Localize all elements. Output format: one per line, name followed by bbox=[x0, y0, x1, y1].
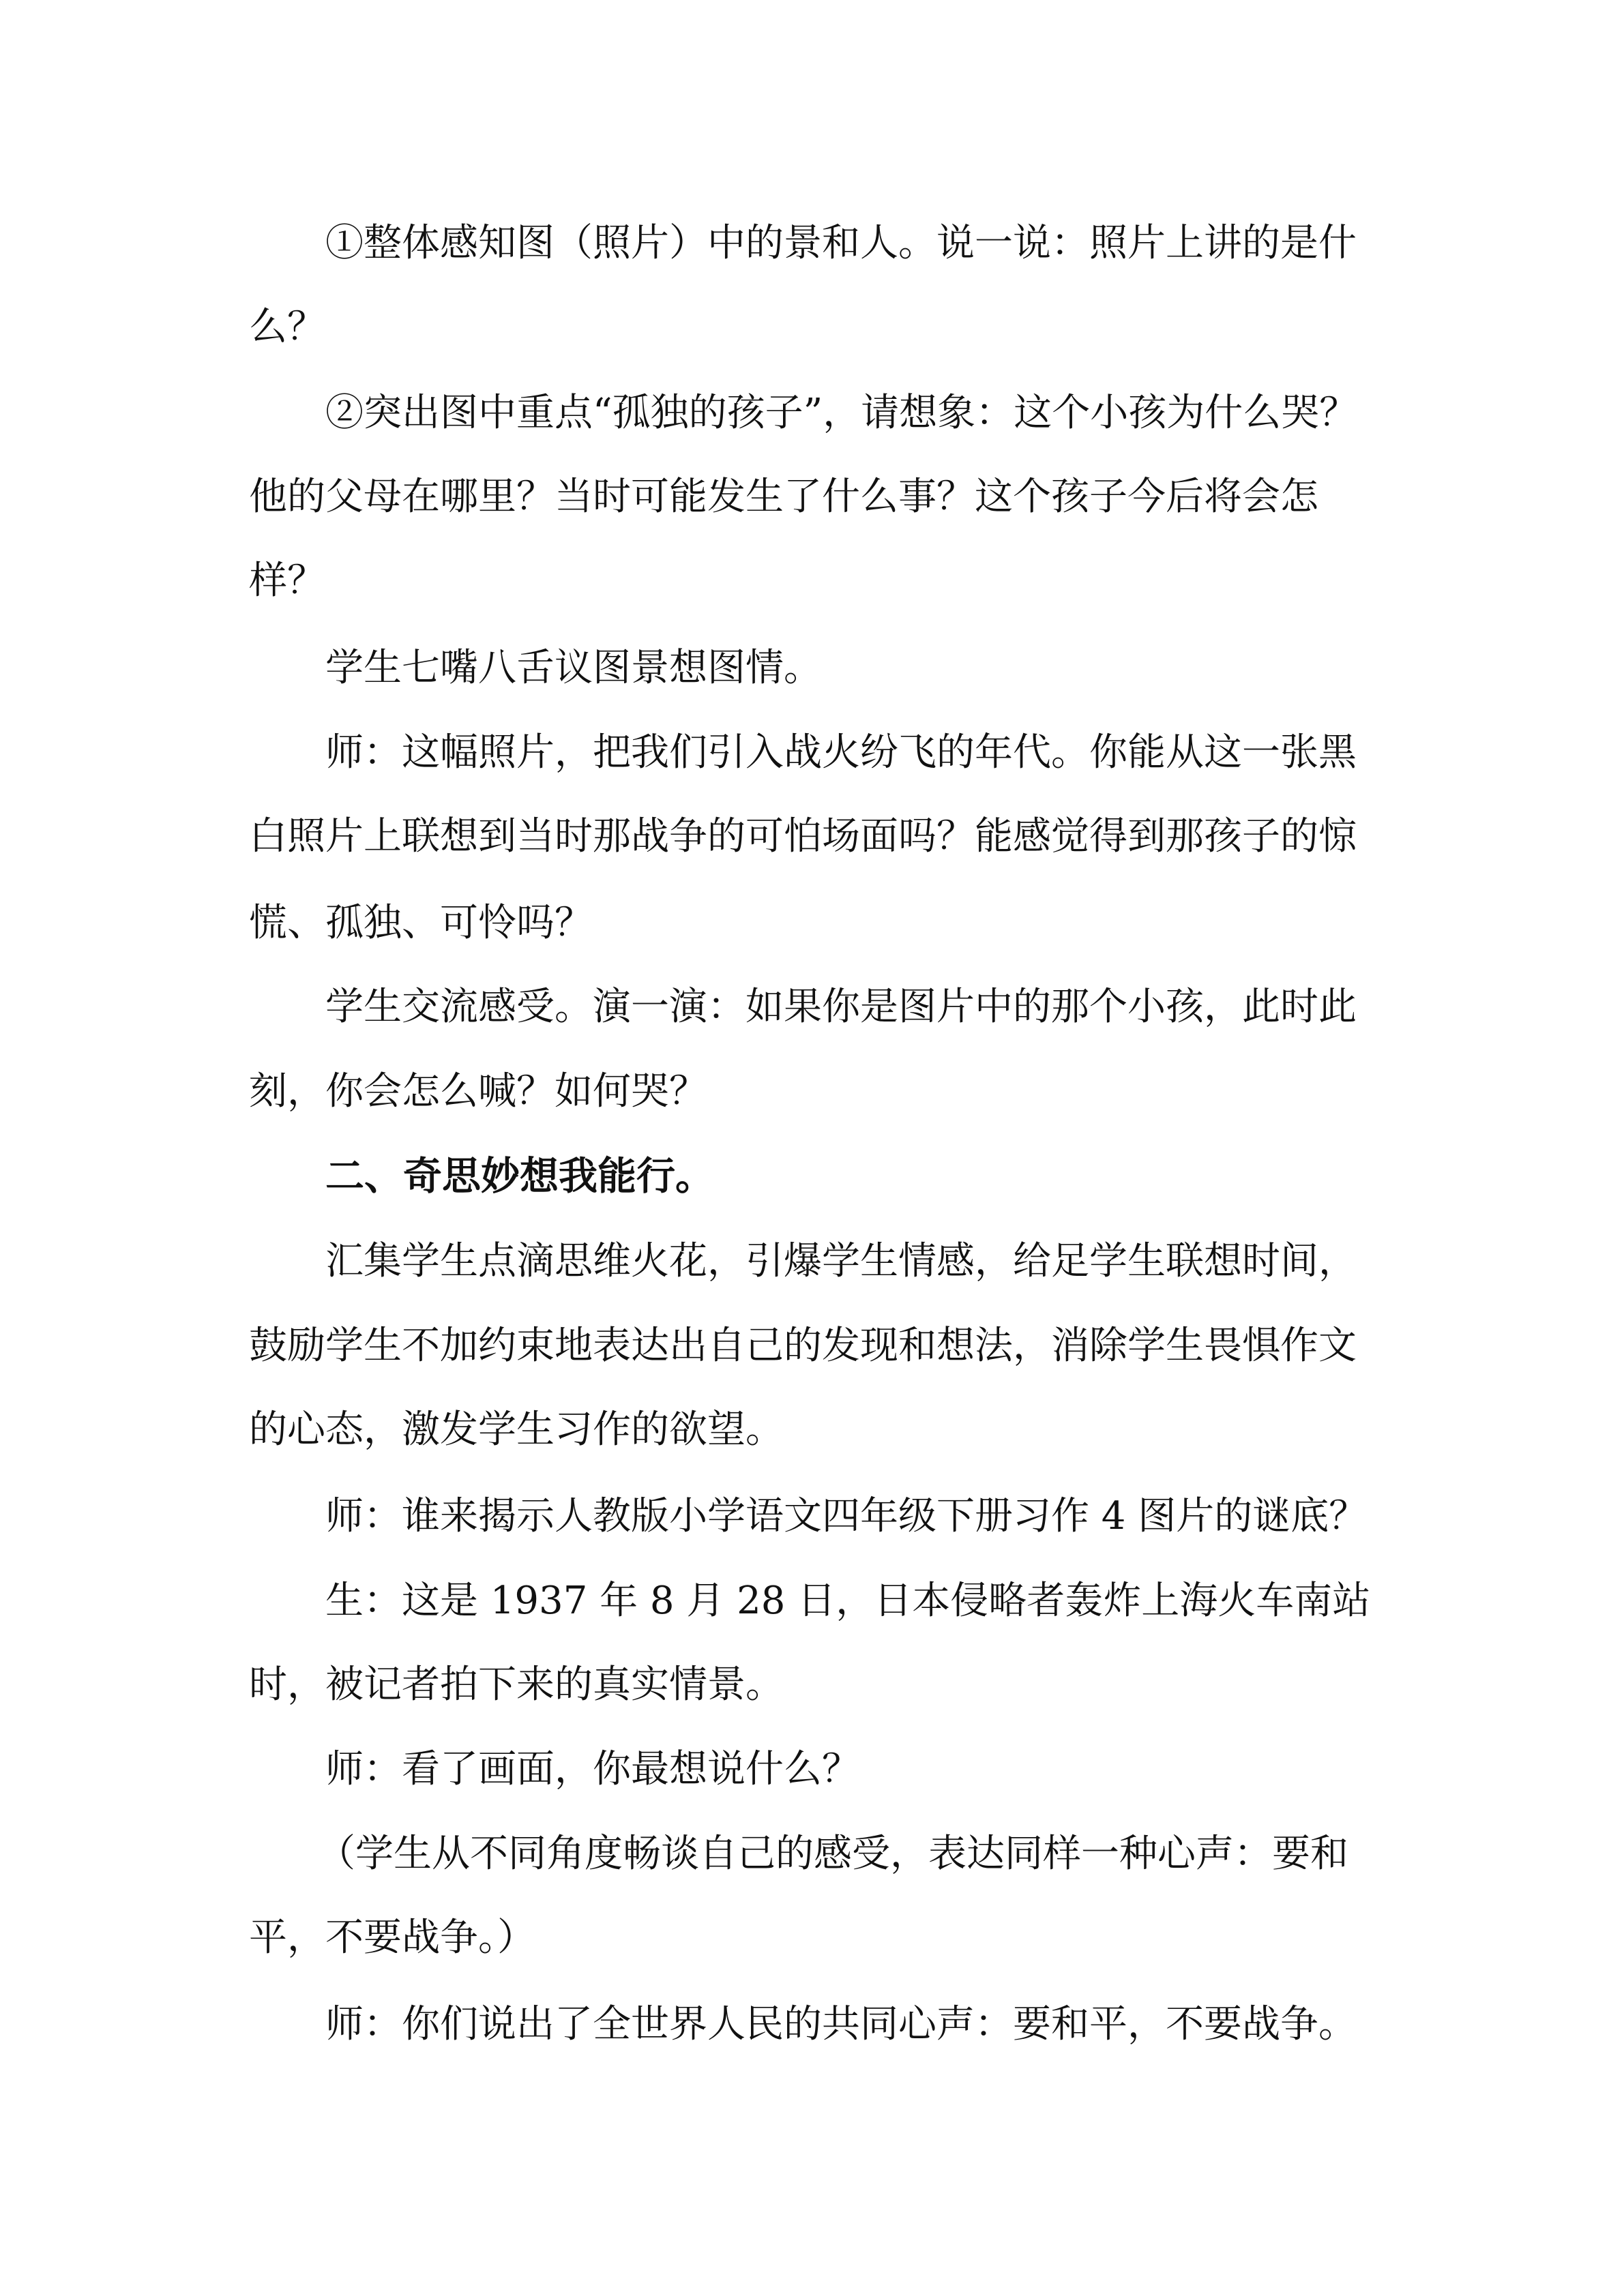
text-line: 学生七嘴八舌议图景想图情。 bbox=[325, 646, 822, 690]
text-line: 他的父母在哪里？当时可能发生了什么事？这个孩子今后将会怎 bbox=[249, 475, 1318, 519]
text-line: 师：这幅照片，把我们引入战火纷飞的年代。你能从这一张黑 bbox=[325, 730, 1357, 775]
text-line: ①整体感知图（照片）中的景和人。说一说：照片上讲的是什 bbox=[325, 221, 1357, 265]
text-line: 汇集学生点滴思维火花，引爆学生情感，给足学生联想时间， bbox=[325, 1239, 1357, 1283]
text-line: 时，被记者拍下来的真实情景。 bbox=[249, 1663, 784, 1707]
text-line: 师：你们说出了全世界人民的共同心声：要和平，不要战争。 bbox=[325, 2002, 1357, 2046]
text-line: 鼓励学生不加约束地表达出自己的发现和想法，消除学生畏惧作文 bbox=[249, 1324, 1357, 1368]
text-line: 师：谁来揭示人教版小学语文四年级下册习作 4 图片的谜底？ bbox=[325, 1494, 1368, 1538]
text-line: 平，不要战争。） bbox=[249, 1915, 535, 1960]
text-line: 生：这是 1937 年 8 月 28 日，日本侵略者轰炸上海火车南站 bbox=[325, 1579, 1371, 1623]
text-line: 刻，你会怎么喊？如何哭？ bbox=[249, 1069, 707, 1114]
text-line: （学生从不同角度畅谈自己的感受，表达同样一种心声：要和 bbox=[317, 1832, 1348, 1876]
text-line: 样？ bbox=[249, 558, 325, 603]
text-line: 白照片上联想到当时那战争的可怕场面吗？能感觉得到那孩子的惊 bbox=[249, 814, 1357, 859]
text-line: ②突出图中重点“孤独的孩子”，请想象：这个小孩为什么哭？ bbox=[325, 391, 1358, 435]
text-line: 么？ bbox=[249, 305, 325, 349]
text-line: 师：看了画面，你最想说什么？ bbox=[325, 1747, 860, 1791]
section-heading: 二、奇思妙想我能行。 bbox=[325, 1154, 714, 1199]
text-line: 学生交流感受。演一演：如果你是图片中的那个小孩，此时此 bbox=[325, 985, 1357, 1029]
text-line: 慌、孤独、可怜吗？ bbox=[249, 901, 593, 945]
text-line: 的心态，激发学生习作的欲望。 bbox=[249, 1407, 784, 1452]
